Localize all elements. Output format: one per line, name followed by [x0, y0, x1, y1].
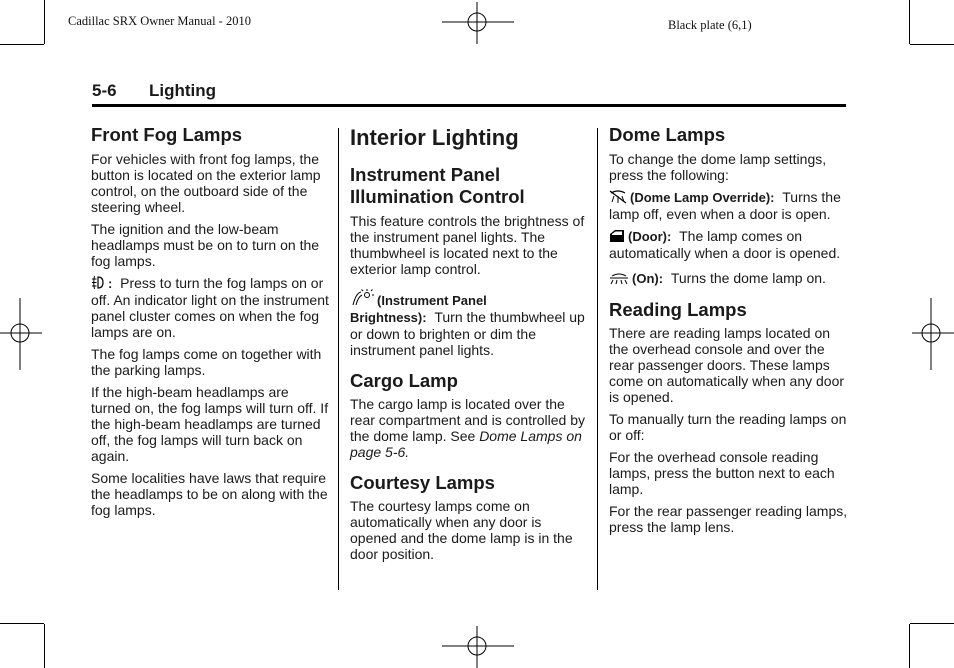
fog-lamp-label: :	[108, 276, 113, 291]
cargo-lamp-paragraph	[350, 396, 586, 460]
crop-mark	[44, 0, 45, 44]
fog-lamp-text: Press to turn the fog lamps on or off. An indicator light on the instrument panel cluster comes on when the fog lamps are on.	[91, 275, 329, 340]
paragraph: For vehicles with front fog lamps, the button is located on the exterior lamp control, on the outboard side of the steering wheel.	[91, 151, 321, 215]
dome-lamp-override-label: (Dome Lamp Override):	[630, 190, 775, 205]
column-right	[609, 124, 849, 535]
paragraph: If the high-beam headlamps are turned on, the fog lamps will turn off. If the high-beam headlamps are turned off, the fog lamps will turn back on again.	[91, 384, 329, 464]
instrument-panel-brightness-icon	[350, 289, 374, 307]
registration-mark-icon	[910, 298, 954, 370]
heading-dome-lamps: Dome Lamps	[609, 124, 726, 145]
heading-cargo-lamp: Cargo Lamp	[350, 370, 458, 391]
fog-lamp-paragraph	[91, 275, 331, 340]
heading-courtesy-lamps: Courtesy Lamps	[350, 472, 495, 493]
paragraph: To manually turn the reading lamps on or off:	[609, 411, 847, 443]
heading-interior-lighting: Interior Lighting	[350, 125, 519, 150]
dome-lamp-override-text: Turns the lamp off, even when a door is open.	[609, 189, 841, 222]
registration-mark-icon	[442, 2, 514, 46]
door-label: (Door):	[628, 229, 672, 244]
paragraph: Some localities have laws that require the headlamps to be on along with the fog lamps.	[91, 470, 328, 518]
paragraph: For the overhead console reading lamps, press the button next to each lamp.	[609, 449, 835, 497]
crop-mark	[44, 624, 45, 668]
dome-lamp-on-icon	[609, 273, 629, 285]
column-left	[91, 124, 331, 518]
instrument-panel-brightness-paragraph	[350, 289, 586, 358]
section-header	[92, 80, 846, 107]
door-text: The lamp comes on automatically when a door is opened.	[609, 228, 841, 261]
dome-on-paragraph	[609, 270, 849, 287]
page-number: 5-6	[92, 81, 117, 100]
instrument-panel-brightness-label: (Instrument Panel Brightness):	[350, 293, 487, 325]
cross-reference-link[interactable]: Dome Lamps on page 5-6.	[350, 428, 582, 460]
heading-front-fog-lamps: Front Fog Lamps	[91, 124, 243, 145]
paragraph: The courtesy lamps come on automatically when any door is opened and the dome lamp is in the door position.	[350, 498, 573, 562]
paragraph: The fog lamps come on together with the parking lamps.	[91, 346, 322, 378]
door-paragraph	[609, 228, 849, 261]
crop-mark	[0, 44, 44, 45]
running-header-title: Cadillac SRX Owner Manual - 2010	[68, 14, 251, 28]
crop-mark	[909, 624, 910, 668]
column-divider	[597, 128, 598, 590]
crop-mark	[909, 0, 910, 44]
fog-lamp-icon	[91, 275, 105, 290]
registration-mark-icon	[0, 298, 44, 370]
dome-lamp-on-label: (On):	[632, 271, 664, 286]
paragraph: For the rear passenger reading lamps, press the lamp lens.	[609, 503, 848, 535]
heading-instrument-panel: Instrument Panel Illumination Control	[350, 164, 525, 207]
crop-mark	[910, 44, 954, 45]
registration-mark-icon	[442, 624, 514, 668]
running-header-plate: Black plate (6,1)	[668, 18, 752, 32]
dome-lamp-on-text: Turns the dome lamp on.	[670, 270, 826, 286]
cargo-lamp-text: The cargo lamp is located over the rear compartment and is controlled by the dome lamp. See	[350, 396, 585, 444]
instrument-panel-brightness-text: Turn the thumbwheel up or down to brighten or dim the instrument panel lights.	[350, 309, 585, 358]
paragraph: To change the dome lamp settings, press the following:	[609, 151, 827, 183]
section-title: Lighting	[149, 81, 217, 100]
paragraph: This feature controls the brightness of the instrument panel lights. The thumbwheel is located next to the exterior lamp control.	[350, 213, 585, 277]
crop-mark	[910, 623, 954, 624]
dome-override-paragraph	[609, 189, 849, 222]
paragraph: The ignition and the low-beam headlamps must be on to turn on the fog lamps.	[91, 221, 320, 269]
door-icon	[609, 229, 625, 243]
dome-lamp-override-icon	[609, 190, 627, 204]
heading-reading-lamps: Reading Lamps	[609, 299, 747, 320]
column-middle	[350, 124, 586, 562]
crop-mark	[0, 623, 44, 624]
column-divider	[338, 128, 339, 590]
paragraph: There are reading lamps located on the overhead console and over the rear passenger doors. These lamps come on automatically when any door is opened.	[609, 325, 845, 405]
